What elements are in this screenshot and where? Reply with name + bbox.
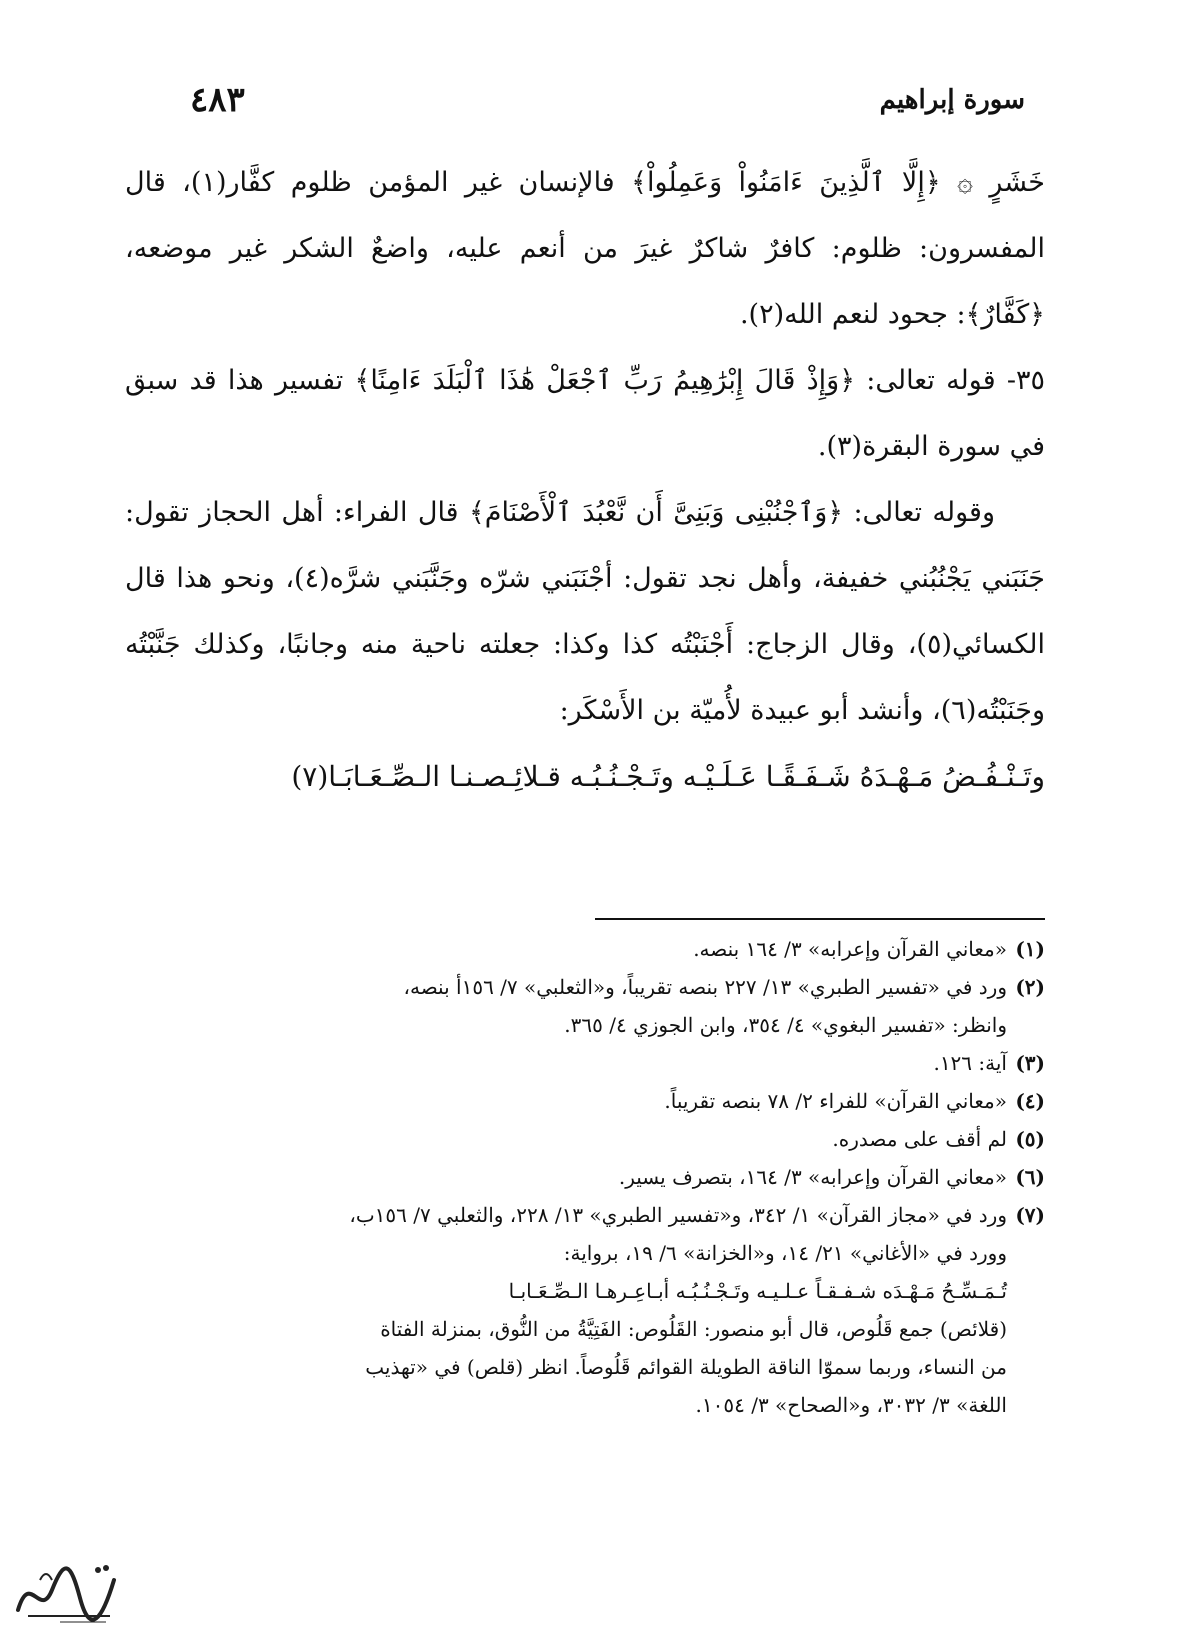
footnote-number: (٢) xyxy=(1015,975,1045,999)
footnote-5 xyxy=(125,1120,1045,1158)
footnote-number: (٥) xyxy=(1015,1127,1045,1151)
footnote-text: اللغة» ٣/ ٣٠٣٢، و«الصحاح» ٣/ ١٠٥٤. xyxy=(695,1393,1007,1417)
footnote-text: (قلائص) جمع قَلُوص، قال أبو منصور: القَلُوص: الفَتِيَّةُ من النُّوق، بمنزلة الفتاة xyxy=(380,1317,1007,1341)
footnote-number: (١) xyxy=(1015,937,1045,961)
footnote-text: «معاني القرآن وإعرابه» ٣/ ١٦٤ بنصه. xyxy=(693,937,1007,961)
footnote-text: «معاني القرآن وإعرابه» ٣/ ١٦٤، بتصرف يسير. xyxy=(618,1165,1007,1189)
watermark-logo xyxy=(10,1550,130,1630)
footnote-poem: تُـمَـسِّـحُ مَـهْـدَه شـفـقـاً عـلـيـه وتَـجْـنُـبُـه أبـاعِـرهـا الـصِّـعَـابـا xyxy=(508,1279,1007,1303)
paragraph-3: وقوله تعالى: ﴿وَٱجْنُبْنِى وَبَنِىَّ أَن نَّعْبُدَ ٱلْأَصْنَامَ﴾ قال الفراء: أهل الحجاز تقول: جَنَبَني يَجْنُبُني خفيفة، وأهل نجد تقول: أجْنَبَني شرّه وجَنَّبَني شرَّه(٤)، ونحو هذا قال الكسائي(٥)، وقال الزجاج: أَجْنَبْتُه كذا وكذا: جعلته ناحية منه وجانبًا، وكذلك جَنَّبْتُه وجَنَبْتُه(٦)، وأنشد أبو عبيدة لأُميّة بن الأَسْكَر: xyxy=(125,497,1045,726)
footnotes xyxy=(125,930,1045,1424)
footnote-3 xyxy=(125,1044,1045,1082)
footnote-text: لم أقف على مصدره. xyxy=(832,1127,1007,1151)
page-header xyxy=(190,70,1025,130)
footnote-text: «معاني القرآن» للفراء ٢/ ٧٨ بنصه تقريباً. xyxy=(664,1089,1007,1113)
paragraph-1: خَشَرٍ ۞ ﴿إِلَّا ٱلَّذِينَ ءَامَنُواْ وَعَمِلُواْ﴾ فالإنسان غير المؤمن ظلوم كفَّار(١)، قال المفسرون: ظلوم: كافرٌ شاكرٌ غيرَ من أنعم عليه، واضعٌ الشكر غير موضعه، ﴿كَفَّارٌ﴾: جحود لنعم الله(٢). xyxy=(125,167,1045,330)
main-text xyxy=(125,150,1045,810)
page-number: ٤٨٣ xyxy=(190,80,245,120)
footnote-number: (٣) xyxy=(1015,1051,1045,1075)
footnote-text: وانظر: «تفسير البغوي» ٤/ ٣٥٤، وابن الجوزي ٤/ ٣٦٥. xyxy=(564,1013,1007,1037)
footnote-separator xyxy=(595,918,1045,920)
calligraphy-logo-icon xyxy=(10,1550,130,1630)
footnote-text: ورد في «مجاز القرآن» ١/ ٣٤٢، و«تفسير الطبري» ١٣/ ٢٢٨، والثعلبي ٧/ ١٥٦ب، xyxy=(349,1203,1007,1227)
footnote-number: (٧) xyxy=(1015,1203,1045,1227)
footnote-4 xyxy=(125,1082,1045,1120)
footnote-1 xyxy=(125,930,1045,968)
footnote-text: آية: ١٢٦. xyxy=(933,1051,1007,1075)
footnote-text: من النساء، وربما سموّا الناقة الطويلة القوائم قَلُوصاً. انظر (قلص) في «تهذيب xyxy=(365,1355,1007,1379)
footnote-2 xyxy=(125,968,1045,1044)
footnote-text: ورد في «تفسير الطبري» ١٣/ ٢٢٧ بنصه تقريباً، و«الثعلبي» ٧/ ١٥٦أ بنصه، xyxy=(403,975,1007,999)
footnote-number: (٤) xyxy=(1015,1089,1045,1113)
surah-title: سورة إبراهيم xyxy=(879,85,1025,115)
paragraph-2: ٣٥- قوله تعالى: ﴿وَإِذْ قَالَ إِبْرَٰهِيمُ رَبِّ ٱجْعَلْ هَٰذَا ٱلْبَلَدَ ءَامِنًا﴾ تفسير هذا قد سبق في سورة البقرة(٣). xyxy=(125,365,1045,462)
footnote-text: وورد في «الأغاني» ٢١/ ١٤، و«الخزانة» ٦/ ١٩، برواية: xyxy=(563,1241,1007,1265)
poetry-verse: وتَـنْـفُـضُ مَـهْـدَهُ شَـفَـقًـا عَـلَـيْـه وتَـجْـنُـبُـه قـلائِـصـنـا الـصِّـعَـابَـا(٧) xyxy=(291,760,1045,793)
footnote-6 xyxy=(125,1158,1045,1196)
footnote-7 xyxy=(125,1196,1045,1424)
footnote-number: (٦) xyxy=(1015,1165,1045,1189)
